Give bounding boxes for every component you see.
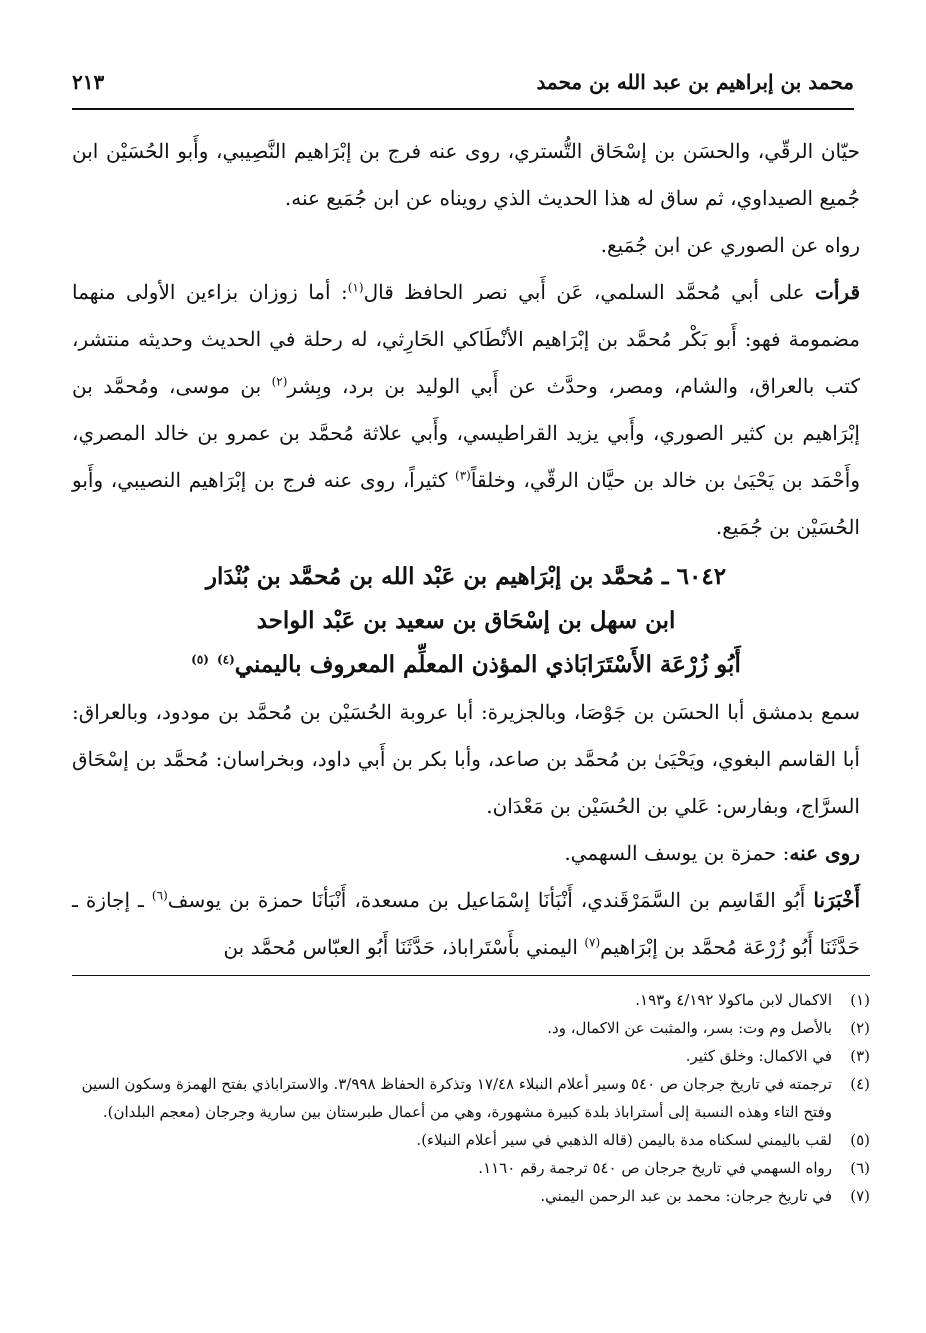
- footnote-number: (٢): [850, 1019, 870, 1037]
- footnote-ref-5[interactable]: (٥): [191, 652, 209, 667]
- page-number: ٢١٣: [72, 70, 105, 94]
- footnote-number: (٤): [850, 1075, 870, 1093]
- paragraph-5: [72, 830, 860, 877]
- entry-heading-line-3-text: أَبُو زُرْعَة الأَسْتَرَابَاذي المؤذن المعلِّم المعروف باليمني: [234, 651, 741, 678]
- footnote-item: [72, 1182, 870, 1210]
- footnote-text: في الاكمال: وخلق كثير.: [685, 1047, 832, 1065]
- paragraph-3-text-b: : أما زوزان بزاءين الأولى منهما مضمومة فهو: أَبو بَكْر مُحمَّد بن إبْرَاهيم الأنْطَاكي الحَارِثي، له رحلة في الحديث وحديثه منتشر، كتب بالعراق، والشام، ومصر، وحدَّث عن أَبي الوليد بن برد، وبِشر: [72, 280, 860, 398]
- footnote-ref-2[interactable]: (٢): [271, 374, 288, 389]
- paragraph-6-text-b: ـ إجازة ـ حَدَّثَنَا أَبُو زُرْعَة مُحمَّد بن إبْرَاهيم: [72, 888, 860, 959]
- footnote-number: (١): [850, 991, 870, 1009]
- footnote-item: [72, 1014, 870, 1042]
- footnote-ref-4[interactable]: (٤): [216, 652, 235, 667]
- footnote-item: [72, 1126, 870, 1154]
- page-header: [72, 70, 854, 110]
- running-title: محمد بن إبراهيم بن عبد الله بن محمد: [536, 70, 854, 94]
- paragraph-5-text: : حمزة بن يوسف السهمي.: [564, 841, 790, 865]
- footnote-ref-1[interactable]: (١): [347, 280, 364, 295]
- footnote-text: بالأصل وم وت: بسر، والمثبت عن الاكمال، ود.: [547, 1019, 832, 1037]
- paragraph-3: [72, 269, 860, 551]
- footnote-text: لقب باليمني لسكناه مدة باليمن (قاله الذهبي في سير أعلام النبلاء).: [416, 1131, 832, 1149]
- entry-heading-line-3: [72, 643, 860, 687]
- footnote-item: [72, 1154, 870, 1182]
- footnote-ref-7[interactable]: (٧): [584, 935, 601, 950]
- paragraph-6-lead: أَخْبَرَنا: [813, 888, 860, 912]
- entry-heading-line-2: ابن سهل بن إسْحَاق بن سعيد بن عَبْد الواحد: [256, 607, 676, 634]
- footnotes-section: [72, 975, 870, 1210]
- entry-heading: [72, 555, 860, 687]
- paragraph-2: رواه عن الصوري عن ابن جُمَيع.: [600, 233, 860, 257]
- paragraph-6-text-c: اليمني بأَسْتَراباذ، حَدَّثَنَا أَبُو العبّاس مُحمَّد بن: [223, 935, 585, 959]
- paragraph-3-text-c: بن موسى، ومُحمَّد بن إبْرَاهيم بن كثير الصوري، وأَبي يزيد القراطيسي، وأَبي علاثة مُحمَّد بن عمرو بن خالد المصري، وأَحْمَد بن يَحْيَىٰ بن خالد بن حيَّان الرقّي، وخلقاً: [72, 374, 860, 492]
- paragraph-4: سمع بدمشق أبا الحسَن بن جَوْصَا، وبالجزيرة: أبا عروبة الحُسَيْن بن مُحمَّد بن مودود، وبالعراق: أبا القاسم البغوي، ويَحْيَىٰ بن مُحمَّد بن صاعد، وأبا بكر بن أَبي داود، وبخراسان: مُحمَّد بن إسْحَاق السرَّاج، وبفارس: عَلي بن الحُسَيْن بن مَعْدَان.: [72, 700, 860, 818]
- footnote-number: (٧): [850, 1187, 870, 1205]
- paragraph-6-text-a: أَبُو القَاسِم بن السَّمَرْقَندي، أَنْبَأنَا إسْمَاعيل بن مسعدة، أَنْبَأنَا حمزة بن يوسف: [167, 888, 814, 912]
- footnote-ref-6[interactable]: (٦): [151, 888, 168, 903]
- paragraph-1: حيّان الرقّي، والحسَن بن إسْحَاق التُّستري، روى عنه فرج بن إبْرَاهيم النَّصِيبي، وأَبو الحُسَيْن ابن جُميع الصيداوي، ثم ساق له هذا الحديث الذي رويناه عن ابن جُمَيع عنه.: [72, 139, 860, 210]
- footnote-list: [72, 976, 870, 1210]
- footnote-item: [72, 1070, 870, 1126]
- main-text: [72, 128, 860, 971]
- footnote-number: (٣): [850, 1047, 870, 1065]
- paragraph-6: [72, 877, 860, 971]
- footnote-number: (٦): [850, 1159, 870, 1177]
- paragraph-3-text-a: على أبي مُحمَّد السلمي، عَن أَبي نصر الحافظ قال: [363, 280, 805, 304]
- footnote-text: رواه السهمي في تاريخ جرجان ص ٥٤٠ ترجمة رقم ١١٦٠.: [478, 1159, 832, 1177]
- entry-heading-line-1: ٦٠٤٢ ـ مُحمَّد بن إبْرَاهيم بن عَبْد الله بن مُحمَّد بن بُنْدَار: [205, 563, 727, 590]
- footnote-text: ترجمته في تاريخ جرجان ص ٥٤٠ وسير أعلام النبلاء ١٧/٤٨ وتذكرة الحفاظ ٣/٩٩٨. والاستراباذي بفتح الهمزة وسكون السين وفتح التاء وهذه النسبة إلى أستراباذ بلدة كبيرة مشهورة، وهي من أعمال طبرستان بين سارية وجرجان (معجم البلدان).: [81, 1075, 832, 1121]
- paragraph-3-text-d: كثيراً، روى عنه فرج بن إبْرَاهيم النصيبي، وأَبو الحُسَيْن بن جُمَيع.: [72, 468, 860, 539]
- footnote-text: في تاريخ جرجان: محمد بن عبد الرحمن اليمني.: [540, 1187, 832, 1205]
- footnote-item: [72, 986, 870, 1014]
- paragraph-3-lead: قرأت: [815, 280, 861, 304]
- footnote-item: [72, 1042, 870, 1070]
- paragraph-5-lead: روى عنه: [789, 841, 860, 865]
- footnote-number: (٥): [850, 1131, 870, 1149]
- footnote-ref-3[interactable]: (٣): [455, 468, 471, 483]
- footnote-text: الاكمال لابن ماكولا ٤/١٩٢ و١٩٣.: [635, 991, 832, 1009]
